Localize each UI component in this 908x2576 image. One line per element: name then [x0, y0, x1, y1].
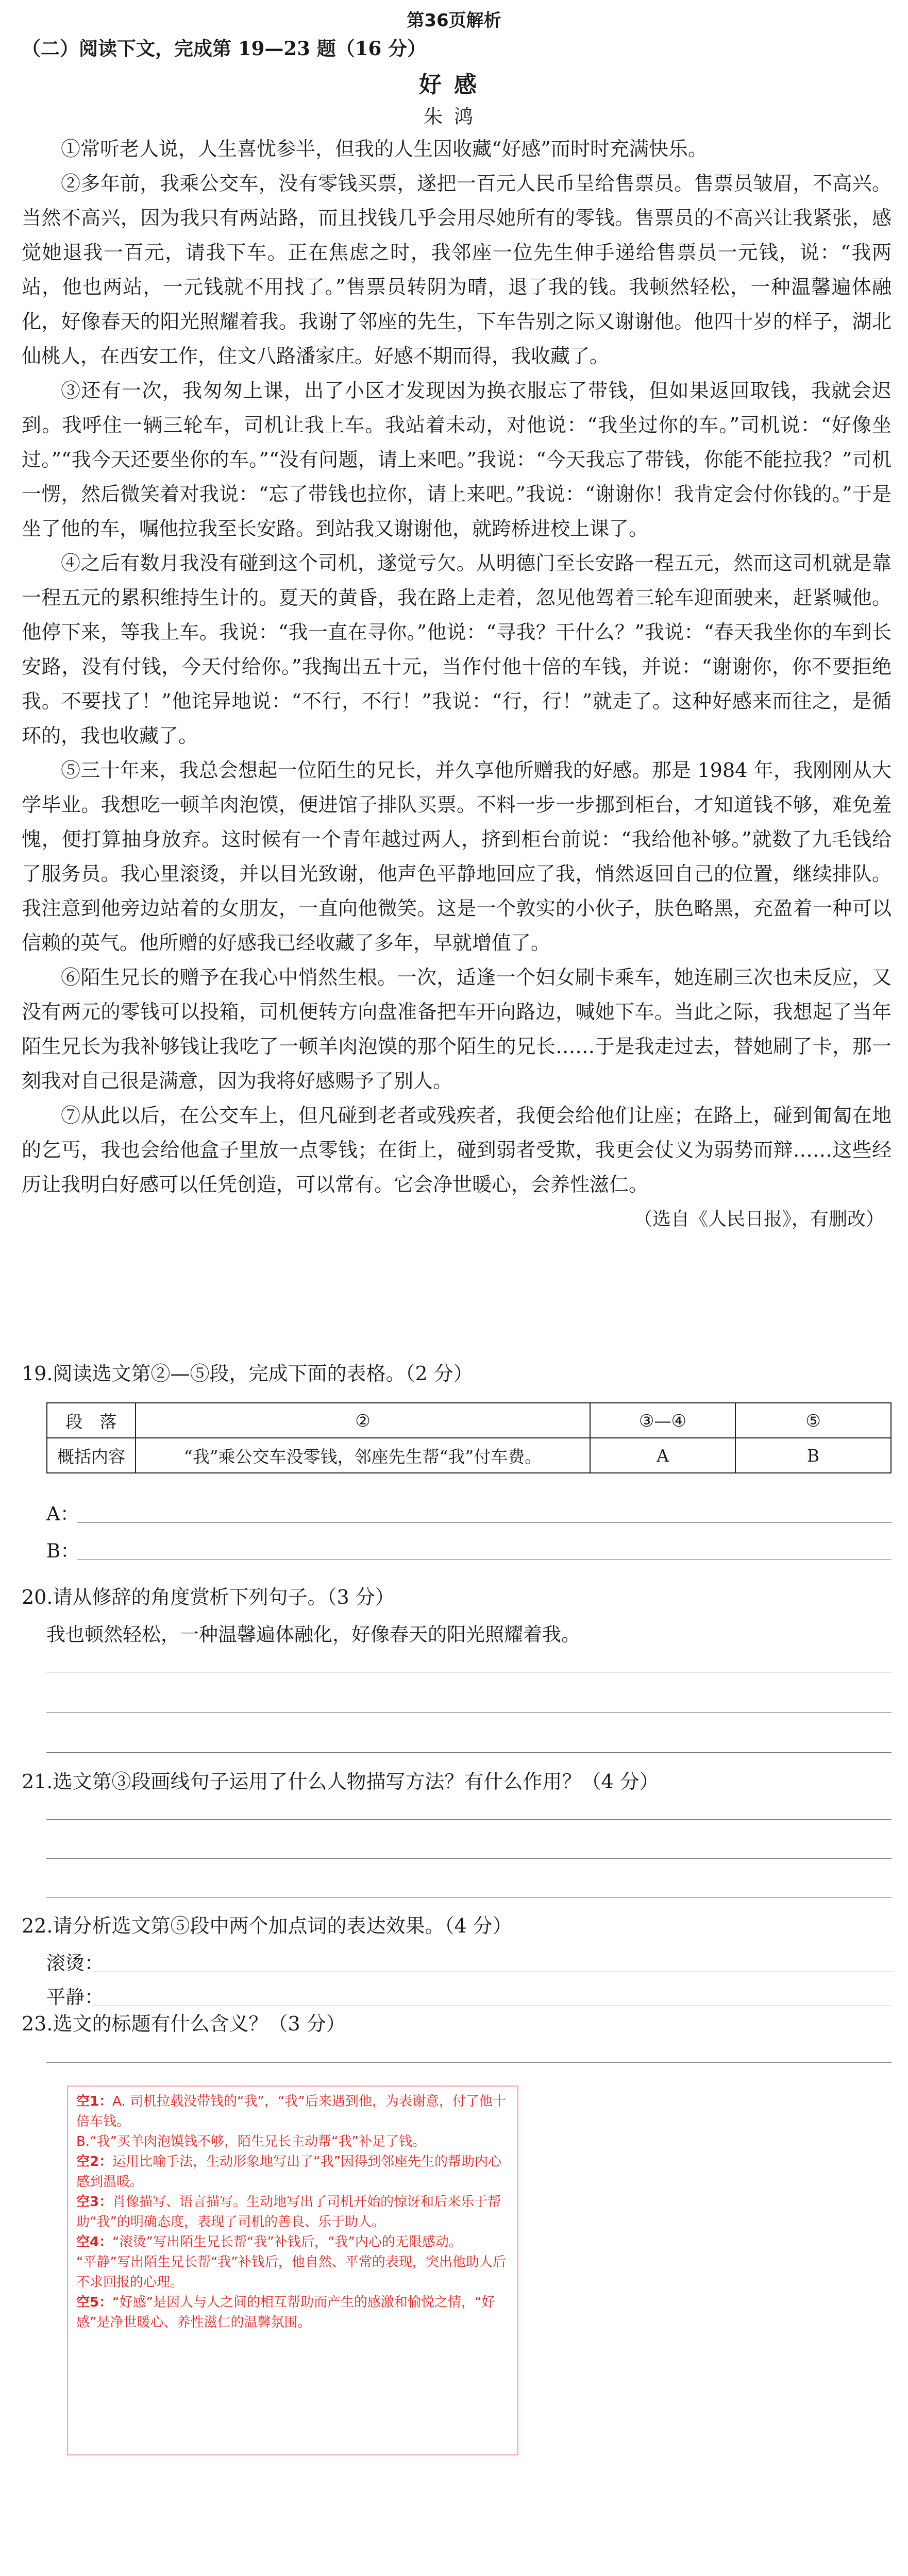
answer-label-a: A：	[46, 1503, 79, 1525]
question-20-number: 20.	[22, 1586, 53, 1608]
article-paragraph-1: ①常听老人说，人生喜忧参半，但我的人生因收藏“好感”而时时充满快乐。	[61, 138, 708, 160]
question-20	[22, 1584, 893, 1611]
table-header-cell: ②	[136, 1403, 590, 1438]
question-23	[22, 2010, 893, 2037]
answer-label-gun-tang: 滚烫：	[46, 1952, 104, 1974]
table-cell: 概括内容	[47, 1438, 136, 1473]
article-body	[22, 132, 892, 1236]
question-19-text: 阅读选文第②—⑤段，完成下面的表格。（2 分）	[53, 1362, 473, 1385]
answer-label-b: B：	[46, 1540, 80, 1562]
question-20-sentence: 我也顿然轻松，一种温馨遍体融化，好像春天的阳光照耀着我。	[46, 1623, 580, 1646]
article-paragraph-4: ④之后有数月我没有碰到这个司机，遂觉亏欠。从明德门至长安路一程五元，然而这司机就是靠一程五元的累积维持生计的。夏天的黄昏，我在路上走着，忽见他驾着三轮车迎面驶来，赶紧喊他。他停下来，等我上车。我说：“我一直在寻你。”他说：“寻我？干什么？”我说：“春天我坐你的车到长安路，没有付钱，今天付给你。”我掏出五十元，当作付他十倍的车钱，并说：“谢谢你，你不要拒绝我。不要找了！”他诧异地说：“不行，不行！”我说：“行，行！”就走了。这种好感来而往之，是循环的，我也收藏了。	[22, 552, 892, 747]
question-21	[22, 1768, 893, 1795]
answer-item: 空5：“好感”是因人与人之间的相互帮助而产生的感激和愉悦之情，“好感”是净世暖心、养性滋仁的温馨氛围。	[76, 2295, 495, 2330]
answer-line	[93, 2005, 892, 2006]
table-header-row	[47, 1403, 891, 1438]
table-cell: “我”乘公交车没零钱，邻座先生帮“我”付车费。	[136, 1438, 590, 1473]
answer-item: B.“我”买羊肉泡馍钱不够，陌生兄长主动帮“我”补足了钱。	[76, 2134, 426, 2149]
answer-key-box	[67, 2086, 518, 2455]
answer-line	[77, 1522, 892, 1523]
answer-label-ping-jing: 平静：	[46, 1986, 104, 2008]
table-header-cell: ⑤	[735, 1403, 891, 1438]
answer-line	[46, 1711, 892, 1713]
answer-line	[46, 1752, 892, 1753]
answer-item: 空1：A. 司机拉载没带钱的“我”，“我”后来遇到他，为表谢意，付了他十倍车钱。	[76, 2094, 506, 2129]
question-20-text: 请从修辞的角度赏析下列句子。（3 分）	[53, 1586, 395, 1608]
summary-table	[46, 1402, 892, 1473]
question-23-text: 选文的标题有什么含义？（3 分）	[53, 2012, 346, 2035]
question-22-text: 请分析选文第⑤段中两个加点词的表达效果。（4 分）	[53, 1914, 512, 1937]
article-paragraph-3: ③还有一次，我匆匆上课，出了小区才发现因为换衣服忘了带钱，但如果返回取钱，我就会迟到。我呼住一辆三轮车，司机让我上车。我站着未动，对他说：“我坐过你的车。”司机说：“好像坐过。”“我今天还要坐你的车。”“没有问题，请上来吧。”我说：“今天我忘了带钱，你能不能拉我？”司机一愣，然后微笑着对我说：“忘了带钱也拉你，请上来吧。”我说：“谢谢你！我肯定会付你钱的。”于是坐了他的车，嘱他拉我至长安路。到站我又谢谢他，就跨桥进校上课了。	[22, 379, 892, 540]
question-19-number: 19.	[22, 1362, 53, 1385]
article-paragraph-2: ②多年前，我乘公交车，没有零钱买票，遂把一百元人民币呈给售票员。售票员皱眉，不高兴。当然不高兴，因为我只有两站路，而且找钱几乎会用尽她所有的零钱。售票员的不高兴让我紧张，感觉她退我一百元，请我下车。正在焦虑之时，我邻座一位先生伸手递给售票员一元钱，说：“我两站，他也两站，一元钱就不用找了。”售票员转阴为晴，退了我的钱。我顿然轻松，一种温馨遍体融化，好像春天的阳光照耀着我。我谢了邻座的先生，下车告别之际又谢谢他。他四十岁的样子，湖北仙桃人，在西安工作，住文八路潘家庄。好感不期而得，我收藏了。	[22, 172, 892, 367]
question-19	[22, 1360, 893, 1387]
answer-item: “平静”写出陌生兄长帮“我”补钱后，他自然、平常的表现，突出他助人后不求回报的心理。	[76, 2255, 506, 2290]
answer-line	[93, 1971, 892, 1972]
question-23-number: 23.	[22, 2012, 53, 2035]
table-header-cell: 段 落	[47, 1403, 136, 1438]
answer-line	[46, 1819, 892, 1820]
question-22-number: 22.	[22, 1914, 53, 1937]
article-paragraph-6: ⑥陌生兄长的赠予在我心中悄然生根。一次，适逢一个妇女刷卡乘车，她连刷三次也未反应，又没有两元的零钱可以投箱，司机便转方向盘准备把车开向路边，喊她下车。当此之际，我想起了当年陌生兄长为我补够钱让我吃了一顿羊肉泡馍的那个陌生的兄长……于是我走过去，替她刷了卡，那一刻我对自己很是满意，因为我将好感赐予了别人。	[22, 966, 892, 1092]
answer-line	[46, 1897, 892, 1898]
article-paragraph-7: ⑦从此以后，在公交车上，但凡碰到老者或残疾者，我便会给他们让座；在路上，碰到匍匐在地的乞丐，我也会给他盒子里放一点零钱；在街上，碰到弱者受欺，我更会仗义为弱势而辩……这些经历让我明白好感可以任凭创造，可以常有。它会净世暖心，会养性滋仁。	[22, 1104, 892, 1196]
table-cell-answer-a: A	[590, 1438, 735, 1473]
answer-line	[46, 1671, 892, 1672]
table-row	[47, 1438, 891, 1473]
answer-line	[77, 1559, 892, 1560]
section-title: （二）阅读下文，完成第 19—23 题（16 分）	[22, 37, 427, 60]
article-author: 朱鸿	[424, 106, 484, 128]
answer-item: 空3：肖像描写、语言描写。生动地写出了司机开始的惊讶和后来乐于帮助“我”的明确态度，表现了司机的善良、乐于助人。	[76, 2194, 501, 2230]
article-source: （选自《人民日报》，有删改）	[633, 1209, 884, 1230]
answer-item: 空4：“滚烫”写出陌生兄长帮“我”补钱后，“我”内心的无限感动。	[76, 2234, 462, 2250]
answer-line	[46, 1858, 892, 1859]
article-paragraph-5: ⑤三十年来，我总会想起一位陌生的兄长，并久享他所赠我的好感。那是 1984 年，我刚刚从大学毕业。我想吃一顿羊肉泡馍，便进馆子排队买票。不料一步一步挪到柜台，才知道钱不够，难免羞愧，便打算抽身放弃。这时候有一个青年越过两人，挤到柜台前说：“我给他补够。”就数了九毛钱给了服务员。我心里滚烫，并以目光致谢，他声色平静地回应了我，悄然返回自己的位置，继续排队。我注意到他旁边站着的女朋友，一直向他微笑。这是一个敦实的小伙子，肤色略黑，充盈着一种可以信赖的英气。他所赠的好感我已经收藏了多年，早就增值了。	[22, 759, 892, 954]
article-title: 好感	[419, 72, 489, 98]
table-header-cell: ③—④	[590, 1403, 735, 1438]
question-21-number: 21.	[22, 1770, 53, 1793]
answer-item: 空2：运用比喻手法，生动形象地写出了“我”因得到邻座先生的帮助内心感到温暖。	[76, 2154, 502, 2190]
question-22	[22, 1912, 893, 1939]
page-header-title: 第36页解析	[407, 10, 501, 31]
answer-line	[46, 2062, 892, 2063]
table-cell-answer-b: B	[735, 1438, 891, 1473]
question-21-text: 选文第③段画线句子运用了什么人物描写方法？有什么作用？（4 分）	[53, 1770, 659, 1793]
